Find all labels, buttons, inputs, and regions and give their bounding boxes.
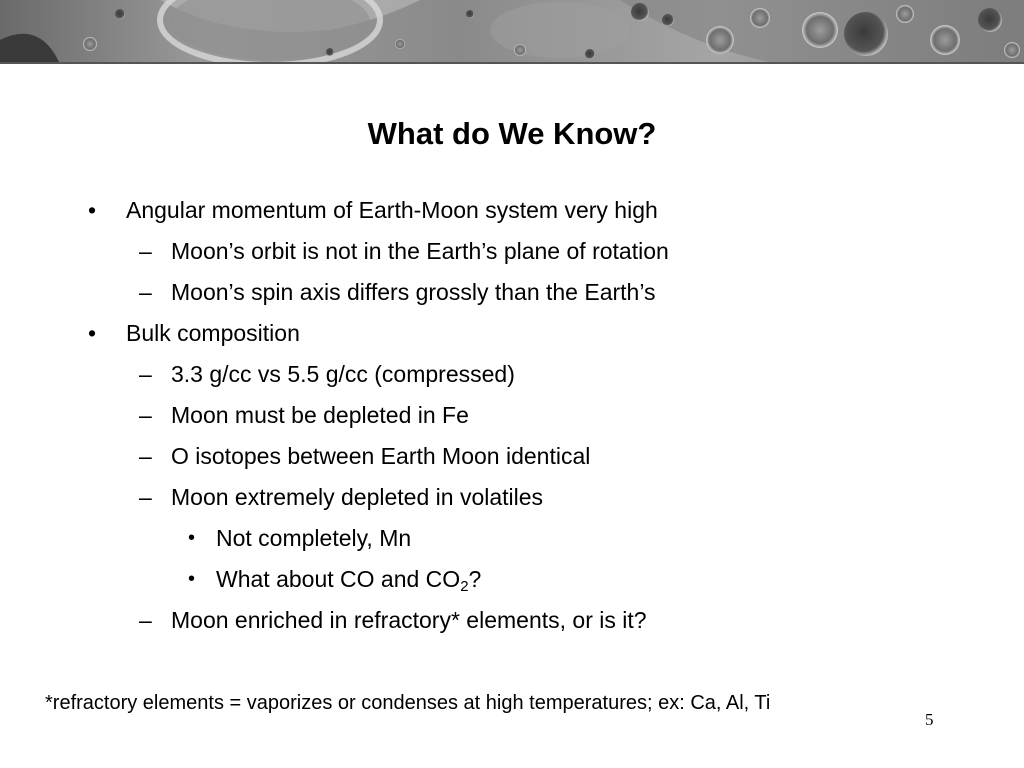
bullet-text: 3.3 g/cc vs 5.5 g/cc (compressed)	[171, 361, 515, 387]
bullet-text: Bulk composition	[126, 320, 300, 346]
list-item	[0, 518, 1024, 559]
bullet-text: Moon extremely depleted in volatiles	[171, 484, 544, 510]
bullet-text: Moon must be depleted in Fe	[171, 402, 469, 428]
list-item	[0, 354, 1024, 395]
list-item	[0, 559, 1024, 600]
list-item	[0, 231, 1024, 272]
list-item	[0, 600, 1024, 641]
bullet-text: Angular momentum of Earth-Moon system very high	[126, 197, 658, 223]
list-item	[0, 190, 1024, 231]
list-item	[0, 272, 1024, 313]
subscript-2: 2	[460, 578, 469, 595]
list-item	[0, 313, 1024, 354]
bullet-marker: •	[88, 320, 97, 346]
moon-crater-icon	[0, 0, 1024, 64]
slide-title: What do We Know?	[367, 116, 657, 151]
list-item	[0, 477, 1024, 518]
bullet-marker: •	[188, 527, 196, 549]
dash-marker: –	[139, 238, 152, 264]
bullet-marker: •	[188, 568, 196, 590]
dash-marker: –	[139, 279, 152, 305]
dash-marker: –	[139, 484, 152, 510]
footnote: *refractory elements = vaporizes or condenses at high temperatures; ex: Ca, Al, Ti	[45, 692, 771, 714]
dash-marker: –	[139, 607, 152, 633]
bullet-text: Not completely, Mn	[216, 525, 412, 551]
bullet-list	[0, 190, 1024, 641]
bullet-text-suffix: ?	[468, 566, 482, 592]
list-item	[0, 395, 1024, 436]
bullet-text: O isotopes between Earth Moon identical	[171, 443, 591, 469]
dash-marker: –	[139, 443, 152, 469]
bullet-text-main: What about CO and CO	[216, 566, 461, 592]
lunar-surface-banner-image	[0, 0, 1024, 64]
bullet-text: Moon’s orbit is not in the Earth’s plane of rotation	[171, 238, 669, 264]
dash-marker: –	[139, 402, 152, 428]
page-number: 5	[925, 710, 934, 729]
list-item	[0, 436, 1024, 477]
bullet-text: Moon enriched in refractory* elements, or is it?	[171, 607, 647, 633]
dash-marker: –	[139, 361, 152, 387]
bullet-text: Moon’s spin axis differs grossly than the Earth’s	[171, 279, 656, 305]
bullet-text-co2	[216, 559, 481, 600]
bullet-marker: •	[88, 197, 97, 223]
